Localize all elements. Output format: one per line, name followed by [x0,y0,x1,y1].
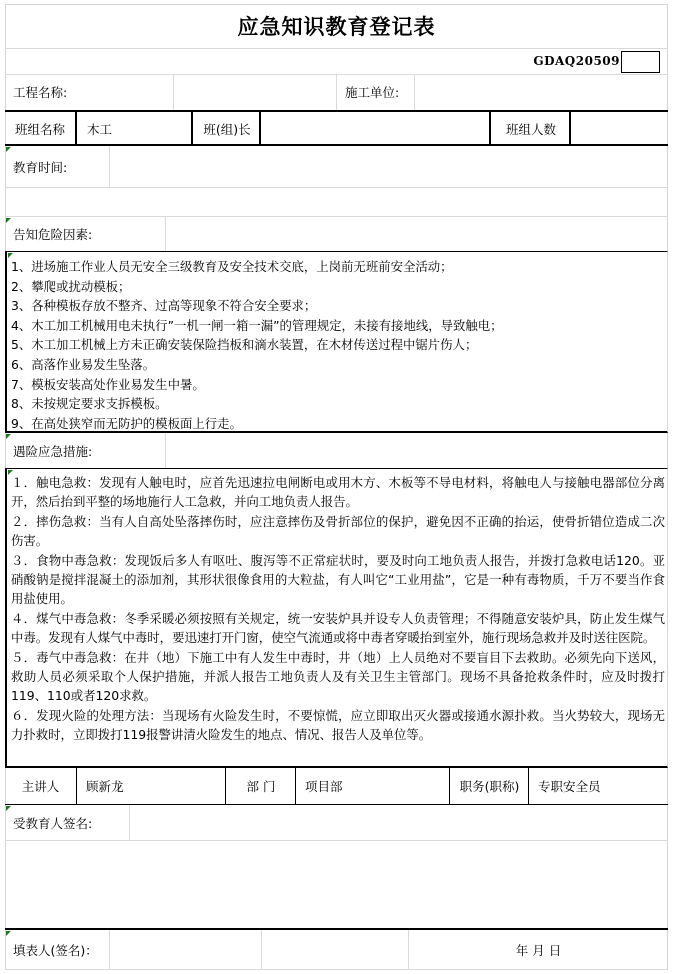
footer-row [5,930,668,970]
form-code-label: GDAQ20509 [533,54,620,68]
form-code-box[interactable] [621,51,660,73]
team-name-label: 班组名称 [5,112,77,146]
emergency-item: ３．食物中毒急救：发现饭后多人有呕吐、腹泻等不正常症状时，要及时向工地负责人报告，并拨打急救电话120。亚硝酸钠是搅拌混凝土的添加剂，其形状很像食用的大粒盐，有人叫它“工业用盐”，它是一种有毒物质，千万不要当作食用盐使用。 [11,552,665,607]
hazard-item: 5、木工加工机械上方未正确安装保险挡板和滴水装置，在木材传送过程中锯片伤人； [11,337,478,353]
position-label: 职务(职称) [451,768,529,804]
hazard-item: 2、攀爬或扰动模板； [11,278,131,294]
project-name-label: 工程名称: [13,85,68,100]
education-time-value[interactable] [110,146,668,188]
signature-blank-area[interactable] [5,841,668,930]
emergency-header-row [5,433,668,468]
hazard-item: 1、进场施工作业人员无安全三级教育及安全技术交底，上岗前无班前安全活动； [11,259,453,274]
project-unit-row [5,74,668,110]
team-leader-value[interactable] [263,112,491,146]
presenter-value[interactable]: 顾新龙 [78,768,226,804]
construction-unit-value[interactable] [415,74,668,110]
presenter-label: 主讲人 [5,768,77,804]
hazards-list-box [5,251,668,433]
emergency-body-box [5,468,668,768]
project-name-value[interactable] [174,74,336,110]
education-time-label: 教育时间: [13,160,68,175]
education-time-extra-row[interactable] [5,188,668,217]
hazard-item: 8、未按规定要求支拆模板。 [11,396,168,412]
construction-unit-label: 施工单位: [345,85,400,100]
filler-label: 填表人(签名)： [13,943,98,958]
team-row [5,110,668,146]
emergency-list [11,473,665,745]
team-leader-label: 班(组)长 [195,112,261,146]
hazard-item: 3、各种模板存放不整齐、过高等现象不符合安全要求； [11,298,317,314]
team-headcount-label: 班组人数 [493,112,571,146]
department-value[interactable]: 项目部 [297,768,450,804]
form-code-band [5,48,668,75]
team-headcount-value[interactable] [573,112,668,146]
trainee-signature-value[interactable] [130,805,668,841]
emergency-item: １．触电急救：发现有人触电时，应首先迅速拉电闸断电或用木方、木板等不导电材料，将触电人与接触电器部位分离开，然后抬到平整的场地施行人工急救，并向工地负责人报告。 [11,475,665,510]
title-band [5,4,668,49]
filler-value[interactable] [110,930,260,970]
hazard-item: 7、模板安装高处作业易发生中暑。 [11,376,205,392]
emergency-item: ５．毒气中毒急救：在井（地）下施工中有人发生中毒时，井（地）上人员绝对不要盲目下去救助。必须先向下送风，救助人员必须采取个人保护措施，并派人报告工地负责人及有关卫生主管部门。现场不具备抢救条件时，应及时拨打119、110或者120求救。 [11,649,665,704]
education-time-row [5,146,668,188]
hazard-item: 6、高落作业易发生坠落。 [11,356,156,372]
trainee-signature-label: 受教育人签名: [13,816,93,831]
position-value[interactable]: 专职安全员 [538,779,601,794]
team-name-value[interactable]: 木工 [79,112,193,146]
emergency-item: ４．煤气中毒急救：冬季采暖必须按照有关规定，统一安装炉具并设专人负责管理；不得随意安装炉具，防止发生煤气中毒。发现有人煤气中毒时，要迅速打开门窗，使空气流通或将中毒者穿暖抬到室外，施行现场急救并及时送往医院。 [11,610,665,646]
hazards-list [11,257,663,433]
emergency-item: ６．发现火险的处理方法：当现场有火险发生时，不要惊慌，应立即取出灭火器或接通水源扑救。当火势较大，现场无力扑救时，立即拨打119报警讲清火险发生的地点、情况、报告人及单位等。 [11,707,665,743]
emergency-item: ２．摔伤急救：当有人自高处坠落摔伤时，应注意摔伤及骨折部位的保护，避免因不正确的抬运，使骨折错位造成二次伤害。 [11,513,665,549]
emergency-label: 遇险应急措施: [13,443,93,459]
page-title: 应急知识教育登记表 [237,15,436,39]
hazards-header-row [5,217,668,251]
department-label: 部 门 [227,768,296,804]
date-label: 年 月 日 [515,943,562,958]
hazards-label: 告知危险因素: [13,227,93,242]
hazard-item: 4、木工加工机械用电未执行”一机一闸一箱一漏”的管理规定，未接有接地线，导致触电； [11,317,503,333]
trainee-signature-row [5,805,668,841]
presenter-row [5,768,668,805]
hazard-item: 9、在高处狭窄而无防护的模板面上行走。 [11,415,242,431]
